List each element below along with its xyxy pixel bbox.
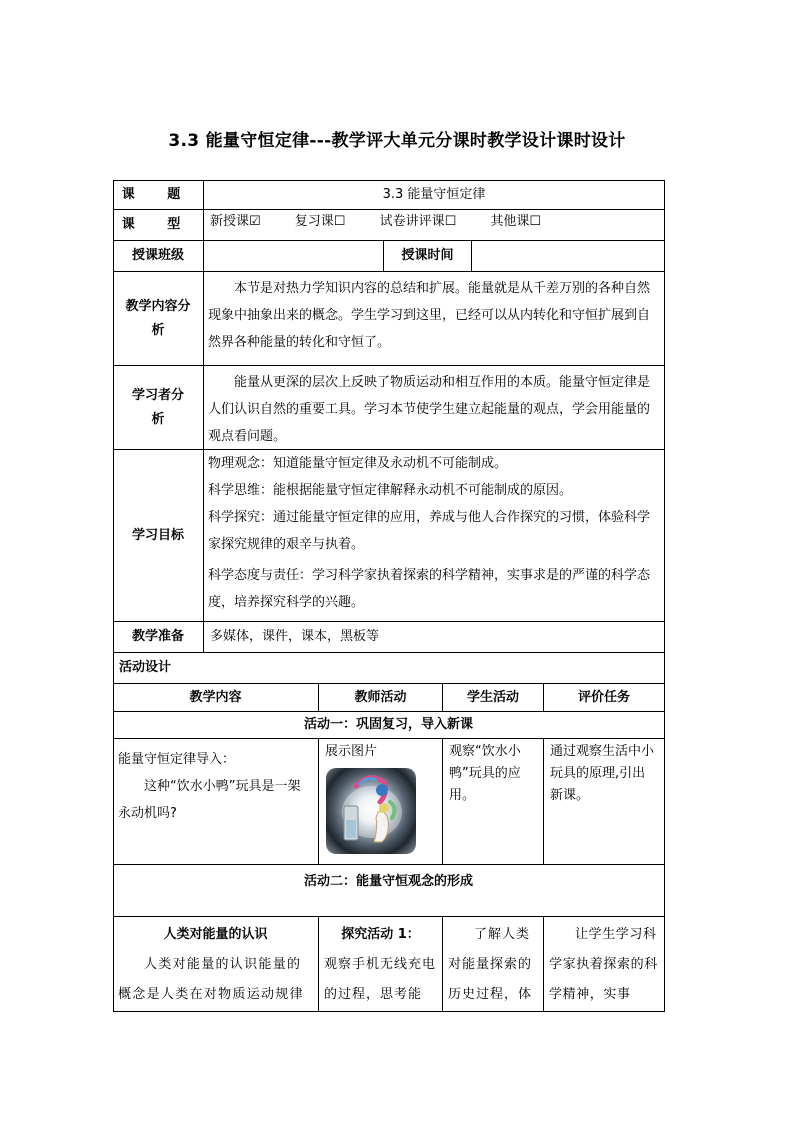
type-option-new: 新授课☑ [210, 214, 261, 229]
content-analysis-text: 本节是对热力学知识内容的总结和扩展。能量就是从千差万别的各种自然现象中抽象出来的概念。学生学习到这里，已经可以从内转化和守恒扩展到自然界各种能量的转化和守恒了。 [204, 272, 665, 366]
page-title: 3.3 能量守恒定律---教学评大单元分课时教学设计课时设计 [168, 131, 626, 151]
drinking-duck-illustration [326, 768, 416, 854]
activity2-teacher-text: 观察手机无线充电的过程，思考能 [324, 957, 437, 1002]
activity1-content-intro: 能量守恒定律导入： [118, 752, 236, 767]
prep-label: 教学准备 [113, 622, 204, 653]
activity1-content-question: 这种“饮水小鸭”玩具是一架永动机吗? [118, 779, 301, 821]
column-header-student: 学生活动 [443, 684, 544, 712]
activity2-student: 了解人类对能量探索的历史过程，体 [443, 917, 544, 1012]
type-option-review: 复习课☐ [294, 214, 346, 229]
objective-item: 物理观念：知道能量守恒定律及永动机不可能制成。 [208, 456, 508, 471]
type-option-other: 其他课☐ [490, 214, 542, 229]
objectives-list [204, 450, 665, 622]
activity2-content-text: 人类对能量的认识能量的概念是人类在对物质运动规律 [118, 957, 304, 1002]
objective-item: 科学思维：能根据能量守恒定律解释永动机不可能制成的原因。 [208, 483, 573, 498]
activity-design-heading: 活动设计 [113, 653, 665, 684]
activity2-content [113, 917, 319, 1012]
activity2-title: 活动二：能量守恒观念的形成 [113, 865, 665, 917]
class-label: 授课班级 [113, 241, 204, 272]
activity2-evaluation: 让学生学习科学家执着探索的科学精神，实事 [544, 917, 665, 1012]
activity1-content [113, 739, 319, 865]
activity1-teacher: 展示图片 [319, 739, 443, 865]
content-analysis-label: 教学内容分析 [113, 272, 204, 366]
objective-item: 科学态度与责任：学习科学家执着探索的科学精神，实事求是的严谨的科学态度，培养探究科学的兴趣。 [208, 568, 651, 610]
type-options [204, 210, 665, 241]
time-label: 授课时间 [384, 241, 472, 272]
class-value [204, 241, 384, 272]
type-option-exam: 试卷讲评课☐ [379, 214, 457, 229]
column-header-evaluation: 评价任务 [544, 684, 665, 712]
objectives-label: 学习目标 [113, 450, 204, 622]
objective-item: 科学探究：通过能量守恒定律的应用，养成与他人合作探究的习惯，体验科学家探究规律的艰辛与执着。 [208, 510, 651, 552]
topic-label: 课 题 [113, 180, 204, 210]
type-label: 课 型 [113, 210, 204, 241]
learner-analysis-label: 学习者分析 [113, 366, 204, 450]
activity2-teacher [319, 917, 443, 1012]
activity1-evaluation: 通过观察生活中小玩具的原理,引出新课。 [544, 739, 665, 865]
prep-value: 多媒体，课件，课本，黑板等 [204, 622, 665, 653]
activity2-content-title: 人类对能量的认识 [163, 927, 268, 942]
column-header-content: 教学内容 [113, 684, 319, 712]
activity1-student: 观察“饮水小鸭”玩具的应用。 [443, 739, 544, 865]
learner-analysis-text: 能量从更深的层次上反映了物质运动和相互作用的本质。能量守恒定律是人们认识自然的重要工具。学习本节使学生建立起能量的观点，学会用能量的观点看问题。 [204, 366, 665, 450]
activity1-title: 活动一：巩固复习，导入新课 [113, 712, 665, 739]
drinking-duck-photo [326, 768, 416, 854]
time-value [472, 241, 665, 272]
activity2-teacher-title: 探究活动 1： [341, 927, 420, 942]
column-header-teacher: 教师活动 [319, 684, 443, 712]
topic-value: 3.3 能量守恒定律 [204, 180, 665, 210]
